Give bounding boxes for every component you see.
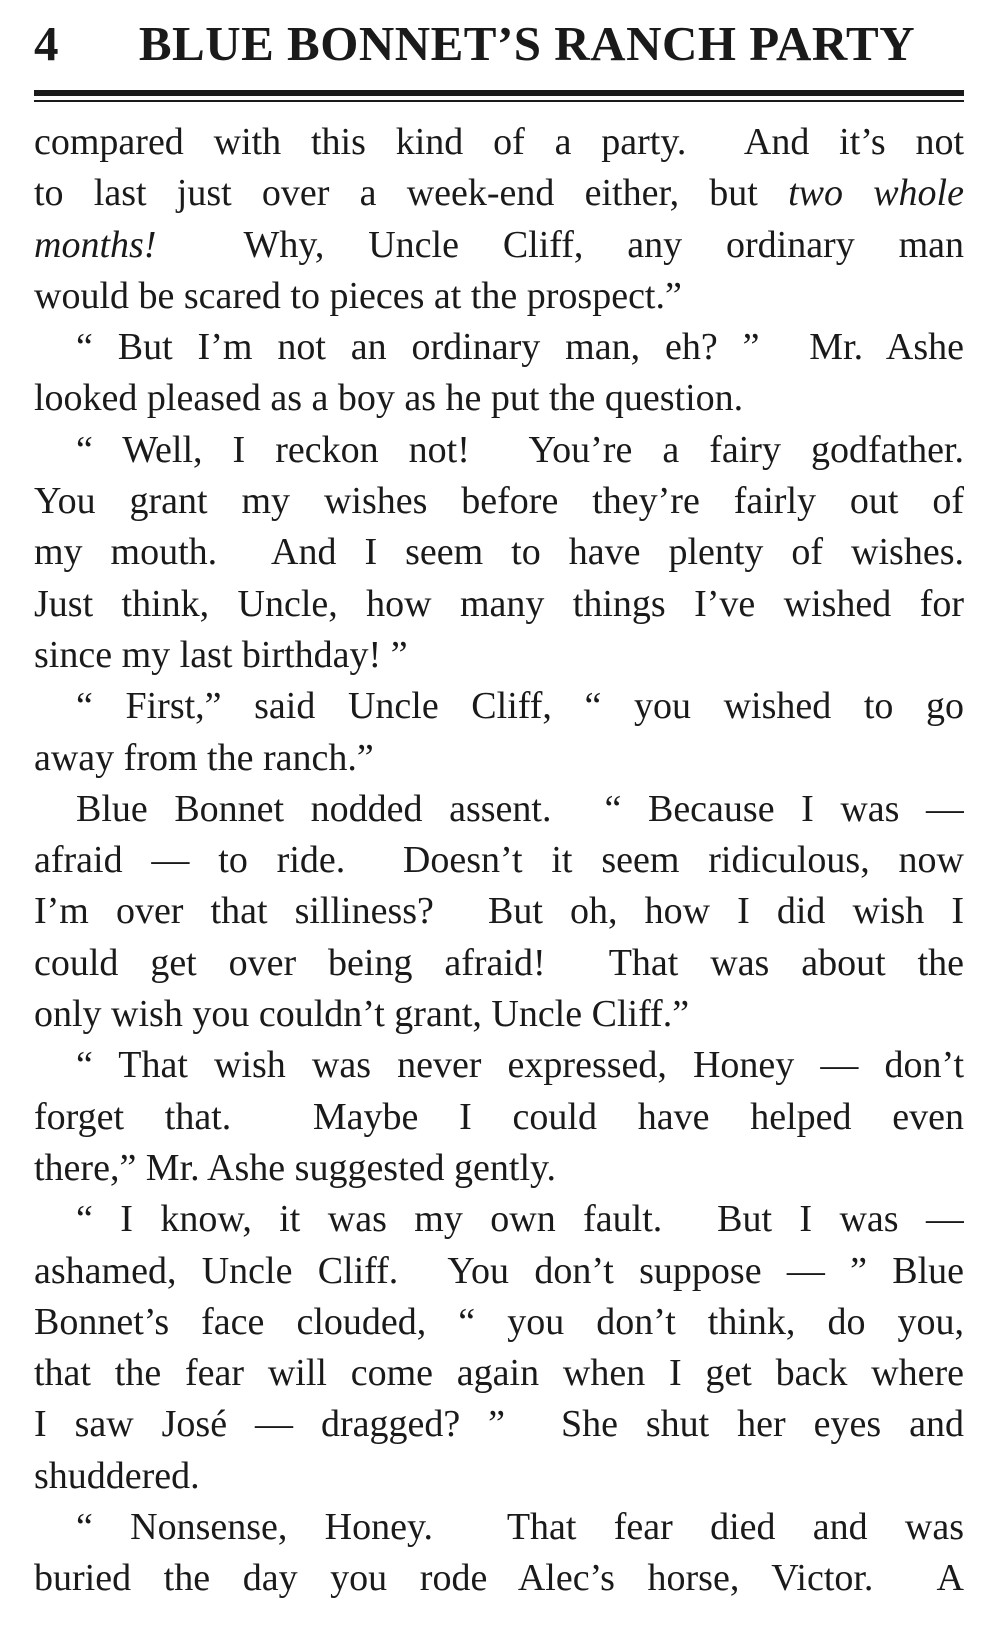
line-text: that the fear will come again when I get back where <box>34 1352 964 1395</box>
line-text: Why, Uncle Cliff, any ordinary man <box>156 223 964 266</box>
text-line <box>34 1348 964 1399</box>
text-line <box>34 733 964 784</box>
header-rule-thin <box>34 100 964 102</box>
text-line <box>34 322 964 373</box>
line-text: my mouth. And I seem to have plenty of wishes. <box>34 531 964 574</box>
text-line <box>34 784 964 835</box>
line-text: away from the ranch.” <box>34 736 374 779</box>
line-text: since my last birthday! ” <box>34 633 408 676</box>
body-text <box>34 117 964 1605</box>
text-line <box>34 1143 964 1194</box>
text-line <box>34 835 964 886</box>
text-line <box>34 1040 964 1091</box>
text-line <box>34 579 964 630</box>
text-line <box>34 425 964 476</box>
line-text: Bonnet’s face clouded, “ you don’t think, do you, <box>34 1300 964 1343</box>
line-text: compared with this kind of a party. And it’s not <box>34 121 964 163</box>
line-text: “ I know, it was my own fault. But I was — <box>76 1198 964 1241</box>
text-line <box>34 1194 964 1245</box>
text-line <box>34 938 964 989</box>
text-line <box>34 220 964 271</box>
text-line <box>34 1297 964 1348</box>
line-text: I saw José — dragged? ” She shut her eyes and <box>34 1403 964 1446</box>
line-text: looked pleased as a boy as he put the question. <box>34 377 744 420</box>
line-text: could get over being afraid! That was about the <box>34 941 964 984</box>
text-line <box>34 168 964 219</box>
text-line <box>34 373 964 424</box>
text-line <box>34 1553 964 1604</box>
text-line <box>34 886 964 937</box>
text-line <box>34 271 964 322</box>
text-line <box>34 1451 964 1502</box>
text-line <box>34 1246 964 1297</box>
line-text: to last just over a week-end either, but <box>34 172 789 215</box>
text-line <box>34 989 964 1040</box>
line-text: ashamed, Uncle Cliff. You don’t suppose — ” Blue <box>34 1249 964 1292</box>
header-rule-thick <box>34 90 964 96</box>
text-line <box>34 1092 964 1143</box>
text-line <box>34 1399 964 1450</box>
header-rule <box>34 90 964 103</box>
italic-text: months! <box>34 223 157 266</box>
running-header <box>34 14 964 74</box>
line-text: “ That wish was never expressed, Honey — don’t <box>76 1044 964 1087</box>
line-text: I’m over that silliness? But oh, how I did wish I <box>34 890 964 933</box>
line-text: “ But I’m not an ordinary man, eh? ” Mr. Ashe <box>76 326 964 369</box>
line-text: shuddered. <box>34 1454 200 1497</box>
line-text: forget that. Maybe I could have helped even <box>34 1095 964 1138</box>
italic-text: two whole <box>788 172 964 215</box>
text-line <box>34 630 964 681</box>
text-line <box>34 476 964 527</box>
line-text: You grant my wishes before they’re fairly out of <box>34 480 964 523</box>
line-text: afraid — to ride. Doesn’t it seem ridiculous, now <box>34 839 964 882</box>
line-text: only wish you couldn’t grant, Uncle Cliff.” <box>34 993 690 1036</box>
line-text: Blue Bonnet nodded assent. “ Because I was — <box>76 787 964 830</box>
line-text: buried the day you rode Alec’s horse, Victor. A <box>34 1557 964 1600</box>
running-title: BLUE BONNET’S RANCH PARTY <box>138 16 916 71</box>
page-number: 4 <box>34 16 59 71</box>
line-text: “ First,” said Uncle Cliff, “ you wished to go <box>76 685 964 728</box>
line-text: would be scared to pieces at the prospect.” <box>34 274 682 317</box>
line-text: “ Well, I reckon not! You’re a fairy godfather. <box>76 428 964 471</box>
line-text: Just think, Uncle, how many things I’ve wished for <box>34 582 964 625</box>
text-line <box>34 527 964 578</box>
text-line <box>34 117 964 168</box>
text-line <box>34 1502 964 1553</box>
line-text: “ Nonsense, Honey. That fear died and was <box>76 1506 964 1549</box>
text-line <box>34 681 964 732</box>
line-text: there,” Mr. Ashe suggested gently. <box>34 1146 557 1189</box>
